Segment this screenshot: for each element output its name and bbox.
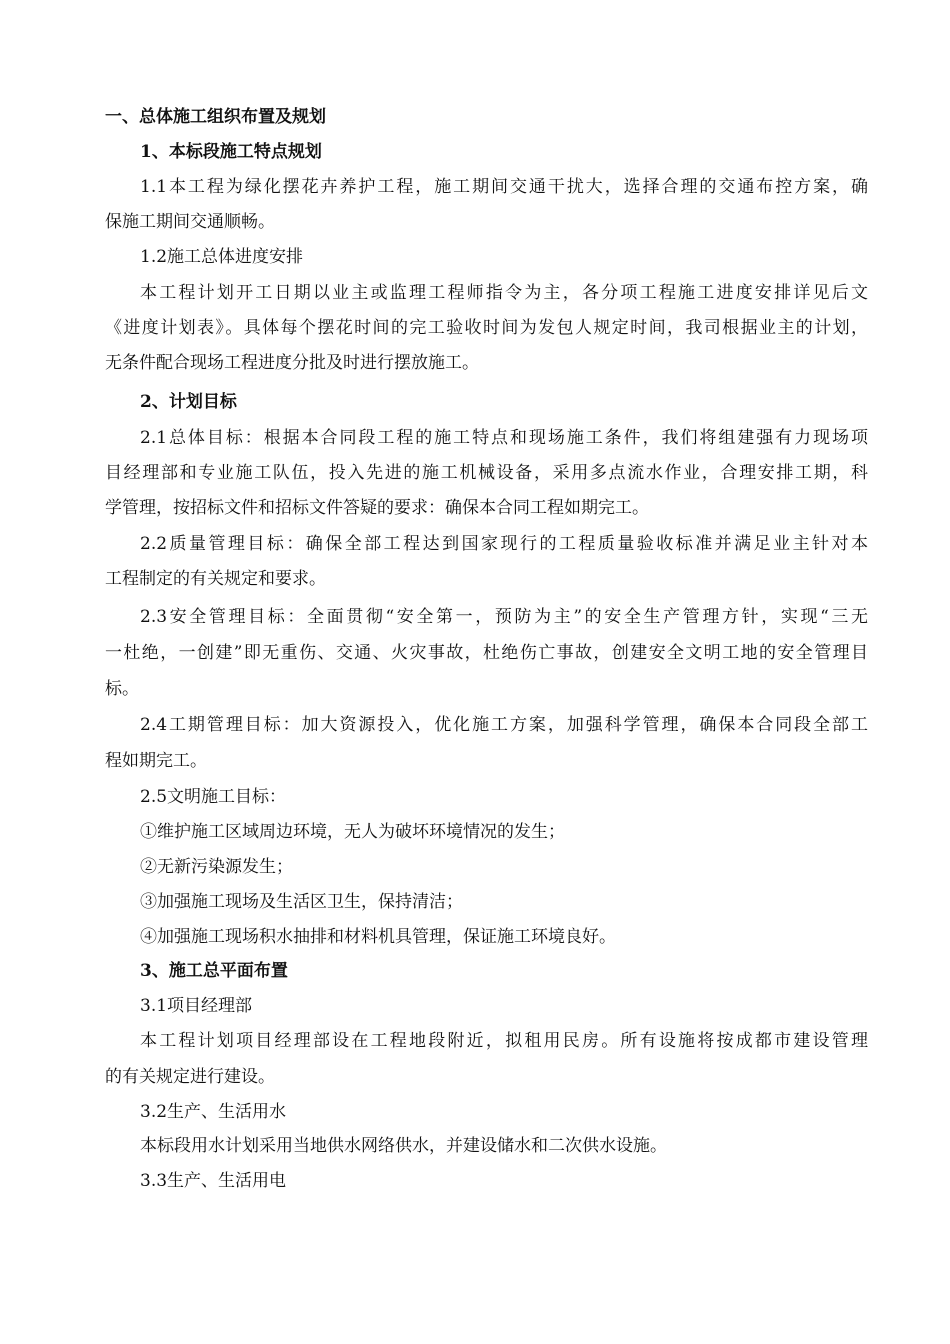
paragraph-3-2-line1: 本标段用水计划采用当地供水网络供水，并建设储水和二次供水设施。 [140, 1136, 667, 1156]
paragraph-2-1-line3: 学管理，按招标文件和招标文件答疑的要求：确保本合同工程如期完工。 [105, 498, 649, 518]
section-2-title: 2、计划目标 [140, 392, 237, 412]
paragraph-1-1-line2: 保施工期间交通顺畅。 [105, 212, 275, 232]
paragraph-2-4-line1: 2.4工期管理目标：加大资源投入，优化施工方案，加强科学管理，确保本合同段全部工 [140, 715, 868, 735]
list-item: ④加强施工现场积水抽排和材料机具管理，保证施工环境良好。 [140, 927, 616, 947]
section-3-title: 3、施工总平面布置 [140, 961, 288, 981]
list-item: ②无新污染源发生； [140, 857, 293, 877]
paragraph-2-1-line2: 目经理部和专业施工队伍，投入先进的施工机械设备，采用多点流水作业，合理安排工期，科 [105, 463, 868, 483]
paragraph-2-4-line2: 程如期完工。 [105, 751, 207, 771]
paragraph-3-1-line2: 的有关规定进行建设。 [105, 1067, 275, 1087]
paragraph-1-2-line2: 《进度计划表》。具体每个摆花时间的完工验收时间为发包人规定时间，我司根据业主的计划， [105, 318, 868, 338]
list-item: ③加强施工现场及生活区卫生，保持清洁； [140, 892, 463, 912]
paragraph-2-3-line1: 2.3安全管理目标：全面贯彻“安全第一，预防为主”的安全生产管理方针，实现“三无 [140, 607, 868, 627]
subheading-3-2: 3.2生产、生活用水 [140, 1102, 287, 1122]
subheading-3-3: 3.3生产、生活用电 [140, 1171, 287, 1191]
paragraph-2-2-line2: 工程制定的有关规定和要求。 [105, 569, 326, 589]
paragraph-2-3-line3: 标。 [105, 679, 139, 699]
paragraph-2-2-line1: 2.2质量管理目标：确保全部工程达到国家现行的工程质量验收标准并满足业主针对本 [140, 534, 868, 554]
subheading-1-2: 1.2施工总体进度安排 [140, 247, 304, 267]
paragraph-1-2-line1: 本工程计划开工日期以业主或监理工程师指令为主，各分项工程施工进度安排详见后文 [140, 283, 868, 303]
paragraph-2-3-line2: 一杜绝，一创建”即无重伤、交通、火灾事故，杜绝伤亡事故，创建安全文明工地的安全管理目 [105, 643, 868, 663]
paragraph-1-1-line1: 1.1本工程为绿化摆花卉养护工程，施工期间交通干扰大，选择合理的交通布控方案，确 [140, 177, 868, 197]
heading-level1: 一、总体施工组织布置及规划 [105, 107, 326, 127]
paragraph-1-2-line3: 无条件配合现场工程进度分批及时进行摆放施工。 [105, 353, 479, 373]
subheading-3-1: 3.1项目经理部 [140, 996, 253, 1016]
subheading-2-5: 2.5文明施工目标： [140, 787, 287, 807]
list-item: ①维护施工区域周边环境，无人为破坏环境情况的发生； [140, 822, 565, 842]
paragraph-3-1-line1: 本工程计划项目经理部设在工程地段附近，拟租用民房。所有设施将按成都市建设管理 [140, 1031, 868, 1051]
section-1-title: 1、本标段施工特点规划 [140, 142, 322, 162]
paragraph-2-1-line1: 2.1总体目标：根据本合同段工程的施工特点和现场施工条件，我们将组建强有力现场项 [140, 428, 868, 448]
